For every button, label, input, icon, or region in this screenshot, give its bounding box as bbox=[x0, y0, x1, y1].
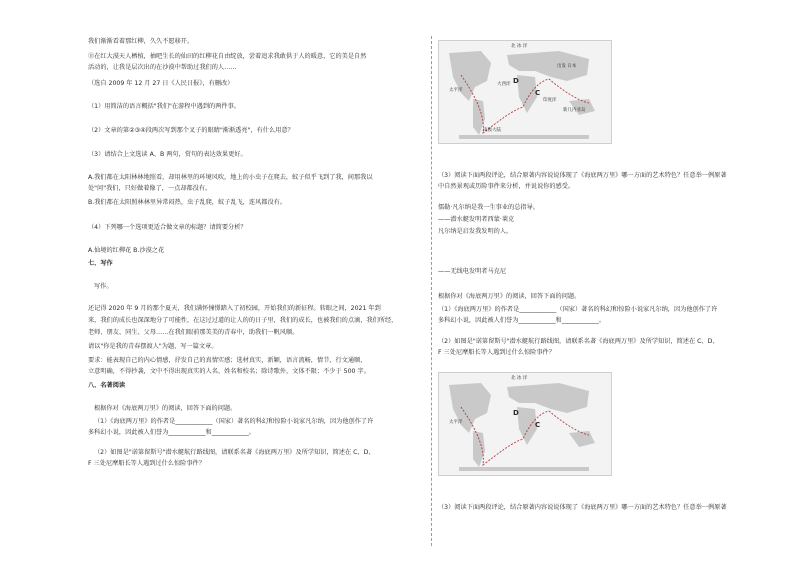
quote-1: 儒勒·凡尔纳是我一生事业的总指导。 bbox=[438, 204, 539, 211]
question-4: （4）下列哪一个选项更适合做文章的标题？请简要分析？ bbox=[88, 224, 247, 231]
map-label-1: 出发 日本 bbox=[557, 64, 577, 69]
reading-q1-line2: 多科幻小说，因此被人们誉为____________和____________。 bbox=[88, 429, 256, 436]
map-label-atlantic: 大西洋 bbox=[497, 82, 511, 87]
quote-1-author: ——潜水艇发明者西蒙·莱克 bbox=[438, 216, 515, 223]
question-1: （1）用简洁的语言概括"我们"在游程中遇到的两件事。 bbox=[88, 103, 240, 110]
paragraph-end: 我们渐渐看着那红柳，久久不愿移开。 bbox=[88, 38, 194, 45]
writing-line3: 老师、朋友、同生、父母……在我们眼前那美美的青春中，助我们一帆风顺。 bbox=[88, 329, 299, 336]
paragraph-11-line1: ⑪在红大漠天人栖植，抽吧生长的仙田的红柳花自由绽放，尝着追求我敢供于人的暖意，它的美是自然 bbox=[88, 53, 367, 60]
source-note: （选自 2009 年 12 月 27 日《人民日报》，有删改） bbox=[88, 80, 234, 87]
question-3-right: （3）阅读下面两段评论，结合原著内容说说体现了《海底两万里》哪一方面的艺术特色？任意举一例原著 bbox=[438, 172, 727, 179]
reading-q2-line1: （2）如图是"诺第留斯号"潜水艇航行路线图，请联系名著《海底两万里》及所学知识，简述在 C、D、 bbox=[94, 449, 375, 456]
title-options: A.仙境的红柳花 B.沙漠之花 bbox=[88, 247, 165, 254]
question-3: （3）请结合上文选读 A、B 两句，赏句的表达效果更好。 bbox=[88, 151, 247, 158]
paragraph-11-line2: 活动的，让我是层次出的在沙漠中帮助过我们的人…… bbox=[88, 64, 237, 71]
map-label-pacific: 太平洋 bbox=[449, 88, 463, 93]
reading-q2-right-line1: （2）如图是"诺第留斯号"潜水艇航行路线图，请联系名著《海底两万里》及所学知识，简述在 C、D、 bbox=[438, 338, 719, 345]
map-label-north: 北 冰 洋 bbox=[511, 44, 528, 49]
map2-label-north: 北 冰 洋 bbox=[511, 376, 528, 381]
writing-prompt: 请以"你是我的青春摆渡人"为题，写一篇文章。 bbox=[88, 343, 218, 350]
quote-2-author: ——无线电发明者马克尼 bbox=[438, 268, 507, 275]
map-label-indian: 印度洋 bbox=[543, 98, 557, 103]
reading-q1-right-line2: 多科幻小说，因此被人们誉为____________和____________。 bbox=[438, 317, 606, 324]
reading-q1-line1: （1）《海底两万里》的作者是____________（国家）著名的科幻和惊险小说家凡尔纳，因为他创作了许 bbox=[94, 418, 374, 425]
question-2: （2）文章的第②③④段两次写到那个叉子的眼睛"渐渐透亮"，有什么用意？ bbox=[88, 127, 294, 134]
writing-req2: 立意明确，不得抄袭，文中不得出现真实的人名、姓名和校名；除诗歌外，文体不限；不少于 500 字。 bbox=[88, 368, 370, 375]
option-a-line2: 处"问"我们，只好做着像了，一点却都没有。 bbox=[88, 185, 212, 192]
column-divider bbox=[431, 36, 432, 546]
map-label-2: 新几内亚岛 bbox=[563, 108, 586, 113]
map2-point-c: C bbox=[535, 421, 541, 429]
map-point-c: C bbox=[535, 89, 541, 97]
reading-intro: 根据你对《海底两万里》的阅读，回答下面的问题。 bbox=[94, 405, 237, 412]
question-3-right-bottom: （3）阅读下面两段评论，结合原著内容说说体现了《海底两万里》哪一方面的艺术特色？任意举一例原著 bbox=[438, 504, 727, 511]
option-b: B.我们都在太阳照林林里异常闷热，虫子乱爬，蚊子乱飞，连风都没有。 bbox=[88, 199, 287, 206]
reading-q2-line2: F 三处尼摩船长等人遇到过什么惊险事件？ bbox=[88, 460, 205, 467]
reading-q2-right-line2: F 三处尼摩船长等人遇到过什么惊险事件？ bbox=[438, 349, 555, 356]
section-7-heading: 七、写作 bbox=[88, 260, 113, 267]
section-8-heading: 八、名著阅读 bbox=[88, 382, 126, 389]
question-3-right-line2: 中自然景观或历险事件来分析，并说说你的感受。 bbox=[438, 183, 575, 190]
writing-line1: 还记得 2020 年 9 月的那个夏天，我们满怀憧憬踏入了初校园，开始我们的新征程。转眼之间，2021 年到 bbox=[88, 305, 381, 312]
reading-intro-right: 根据你对《海底两万里》的阅读，回答下面的问题。 bbox=[438, 293, 581, 300]
world-map-graphic-2 bbox=[439, 373, 611, 475]
map2-point-d: D bbox=[513, 409, 519, 417]
map-point-d: D bbox=[513, 77, 519, 85]
writing-req1: 要求：能表现自己的内心情感，抒发自己的真情实感；选材真实，新颖，语言流畅，情节，行文通顺， bbox=[88, 357, 367, 364]
route-map-bottom bbox=[438, 372, 612, 476]
reading-q1-right-line1: （1）《海底两万里》的作者是____________（国家）著名的科幻和惊险小说家凡尔纳，因为他创作了许 bbox=[438, 306, 718, 313]
map2-label-pacific: 太平洋 bbox=[449, 420, 463, 425]
quote-2: 凡尔纳是启发我发明的人。 bbox=[438, 228, 513, 235]
writing-line2: 来，我们的成长也深深地分了可能性，在这过过道的让人的的日子里，我们的成长，也被我们的点滴，我们所经， bbox=[88, 317, 398, 324]
option-a-line1: A.我们都在太阳林林地照看，却用林里的环境风吹，地上的小虫子在爬去，蚊子似乎飞到了我，间那我以 bbox=[88, 174, 373, 181]
route-map-top bbox=[438, 40, 612, 144]
map-point-e: 南极大陆 bbox=[483, 128, 501, 133]
writing-label: 写作。 bbox=[94, 283, 113, 290]
world-map-graphic bbox=[439, 41, 611, 143]
